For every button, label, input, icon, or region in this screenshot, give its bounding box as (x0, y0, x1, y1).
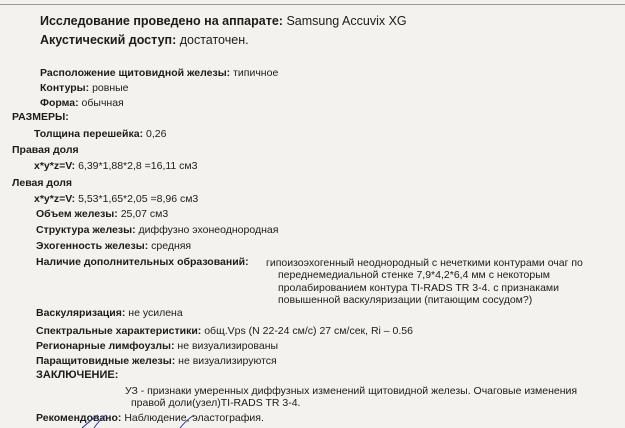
structure-line (36, 224, 278, 237)
isthmus-line (34, 128, 166, 141)
additional-line: повышенной васкуляризации (питающим сосудом?) (278, 294, 533, 307)
left-lobe-line (34, 193, 198, 206)
apparatus-label: Исследование проведено на аппарате: (40, 14, 283, 28)
lymph-label: Регионарные лимфоузлы: (36, 340, 175, 352)
spectral-line (36, 325, 413, 338)
pen-mark (80, 413, 200, 428)
location-value: типичное (233, 67, 279, 79)
echogenicity-line (36, 240, 191, 253)
isthmus-value: 0,26 (145, 128, 167, 140)
additional-label: Наличие дополнительных образований: (36, 256, 249, 268)
contours-line (40, 82, 129, 95)
spectral-value: общ.Vps (N 22-24 см/с) 27 см/сек, Ri – 0.56 (204, 325, 413, 337)
location-label: Расположение щитовидной железы: (40, 67, 231, 79)
contours-value: ровные (92, 82, 129, 94)
gland-volume-line (36, 208, 168, 221)
shape-label: Форма: (40, 97, 79, 109)
gland-volume-label: Объем железы: (36, 208, 118, 220)
echogenicity-value: средняя (151, 240, 192, 252)
pen-stroke (180, 415, 194, 428)
vascularization-line (36, 307, 183, 320)
lymph-value: не визуализированы (177, 340, 279, 352)
right-lobe-heading: Правая доля (12, 144, 79, 156)
sizes-heading: РАЗМЕРЫ: (12, 111, 69, 123)
conclusion-heading: ЗАКЛЮЧЕНИЕ: (36, 369, 119, 381)
right-lobe-value: 6,39*1,88*2,8 =16,11 см3 (78, 160, 198, 172)
conclusion-text (125, 385, 577, 410)
additional-value (266, 257, 583, 307)
lymph-line (36, 340, 278, 353)
left-lobe-value: 5,53*1,65*2,05 =8,96 см3 (78, 193, 199, 205)
conclusion-line: правой доли(узел)TI-RADS TR 3-4. (131, 397, 301, 410)
left-lobe-heading: Левая доля (12, 177, 73, 189)
structure-label: Структура железы: (36, 224, 136, 236)
echogenicity-label: Эхогенность железы: (36, 240, 149, 252)
parathyroid-value: не визуализируются (178, 355, 277, 367)
parathyroid-line (36, 355, 277, 368)
conclusion-line: УЗ - признаки умеренных диффузных изменений щитовидной железы. Очаговые изменения (125, 385, 578, 397)
additional-line: пролабированием контура TI-RADS TR 3-4. с признаками (278, 281, 560, 294)
additional-line: переднемедиальной стенке 7,9*4,2*6,4 мм с некоторым (278, 269, 550, 282)
apparatus-value: Samsung Accuvix XG (286, 14, 407, 28)
apparatus-line (40, 14, 407, 29)
structure-value: диффузно эхонеоднородная (138, 224, 279, 236)
access-value: достаточен. (179, 33, 249, 47)
parathyroid-label: Паращитовидные железы: (36, 355, 176, 367)
spectral-label: Спектральные характеристики: (36, 325, 202, 337)
access-line (40, 33, 249, 48)
left-lobe-label: x*y*z=V: (34, 193, 76, 205)
vascularization-label: Васкуляризация: (36, 307, 126, 319)
location-line (40, 67, 278, 80)
contours-label: Контуры: (40, 82, 90, 94)
access-label: Акустический доступ: (40, 33, 177, 47)
shape-value: обычная (81, 97, 124, 109)
gland-volume-value: 25,07 см3 (120, 208, 169, 220)
top-rule (0, 4, 625, 5)
recommended-value: Наблюдение, эластография. (124, 412, 264, 424)
right-lobe-label: x*y*z=V: (34, 160, 76, 172)
isthmus-label: Толщина перешейка: (34, 128, 144, 140)
shape-line (40, 97, 124, 110)
additional-line: гипоизоэхогенный неоднородный с нечеткими контурами очаг по (266, 257, 583, 269)
right-lobe-line (34, 160, 198, 173)
recommended-label: Рекомендовано: (36, 412, 122, 424)
vascularization-value: не усилена (128, 307, 183, 319)
